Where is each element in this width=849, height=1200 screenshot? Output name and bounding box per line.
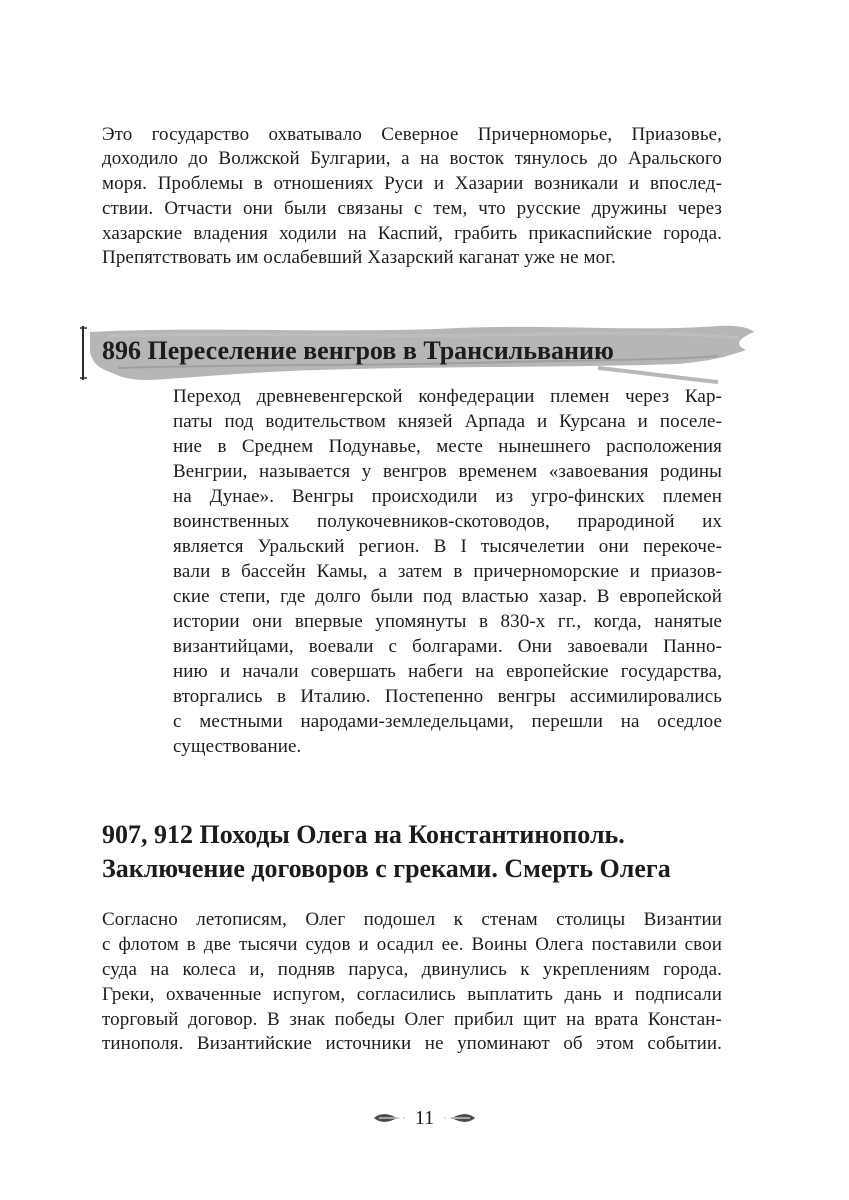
intro-line-6: Препятствовать им ослабевший Хазарский каганат уже не мог. xyxy=(102,247,616,268)
s896-line-3: ние в Среднем Подунавье, месте нынешнего расположения xyxy=(173,436,722,457)
intro-line-5: хазарские владения ходили на Каспий, грабить прикаспийские города. xyxy=(102,223,722,244)
s896-line-12: нию и начали совершать набеги на европейские государства, xyxy=(173,661,722,682)
page-footer xyxy=(0,1104,849,1132)
s907-line-3: суда на колеса и, подняв паруса, двинулись к укреплениям города. xyxy=(102,959,722,980)
s896-line-7: является Уральский регион. В I тысячелетии они перекоче- xyxy=(173,536,722,557)
s896-line-10: истории они впервые упомянуты в 830-х гг., когда, нанятые xyxy=(173,611,722,632)
s896-line-14: с местными народами-земледельцами, перешли на оседлое xyxy=(173,711,722,732)
s907-line-1: Согласно летописям, Олег подошел к стенам столицы Византии xyxy=(102,909,722,930)
intro-line-4: ствии. Отчасти они были связаны с тем, что русские дружины через xyxy=(102,198,722,219)
section-907-heading-line-2: Заключение договоров с греками. Смерть Олега xyxy=(102,854,671,883)
s896-line-9: ские степи, где долго были под властью хазар. В европейской xyxy=(173,586,722,607)
s896-line-2: паты под водительством князей Арпада и Курсана и поселе- xyxy=(173,411,722,432)
s896-line-6: воинственных полукочевников-скотоводов, прародиной их xyxy=(173,511,722,532)
ornament-right-icon xyxy=(442,1111,476,1125)
s896-line-15: существование. xyxy=(173,736,302,757)
s896-line-11: византийцами, воевали с болгарами. Они завоевали Панно- xyxy=(173,636,722,657)
s896-line-5: на Дунае». Венгры происходили из угро-финских племен xyxy=(173,486,722,507)
s907-line-2: с флотом в две тысячи судов и осадил ее. Воины Олега поставили свои xyxy=(102,934,722,955)
s896-line-1: Переход древневенгерской конфедерации племен через Кар- xyxy=(173,386,722,407)
s896-line-4: Венгрии, называется у венгров временем «завоевания родины xyxy=(173,461,722,482)
s907-line-6: тинополя. Византийские источники не упоминают об этом событии. xyxy=(102,1033,722,1054)
intro-line-1: Это государство охватывало Северное Причерноморье, Приазовье, xyxy=(102,124,722,145)
page-number: 11 xyxy=(414,1107,435,1129)
section-907-heading-line-1: 907, 912 Походы Олега на Константинополь. xyxy=(102,820,625,849)
s896-line-8: вали в бассейн Камы, а затем в причерноморские и приазов- xyxy=(173,561,722,582)
section-896-heading: 896 Переселение венгров в Трансильванию xyxy=(102,336,614,365)
s907-line-5: торговый договор. В знак победы Олег прибил щит на врата Констан- xyxy=(102,1009,722,1030)
intro-line-3: моря. Проблемы в отношениях Руси и Хазарии возникали и впослед- xyxy=(102,173,722,194)
s896-line-13: вторгались в Италию. Постепенно венгры ассимилировались xyxy=(173,686,722,707)
ornament-left-icon xyxy=(373,1111,407,1125)
s907-line-4: Греки, охваченные испугом, согласились выплатить дань и подписали xyxy=(102,984,722,1005)
intro-line-2: доходило до Волжской Булгарии, а на восток тянулось до Аральского xyxy=(102,148,722,169)
